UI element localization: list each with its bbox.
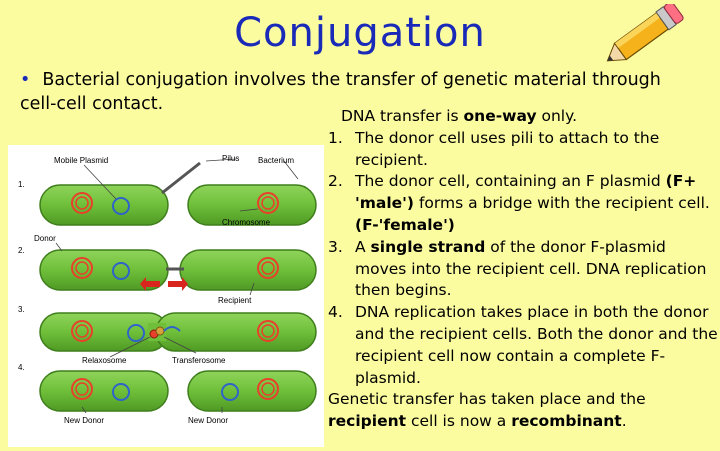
conjugation-figure [8,145,324,447]
row-number-1: 1. [18,180,25,189]
new-donor-cell-right [188,371,316,411]
label-donor: Donor [34,234,56,243]
slide-title: Conjugation [234,10,486,56]
steps-conclusion: Genetic transfer has taken place and the recipient cell is now a recombinant. [328,390,646,431]
donor-cell-1 [40,185,168,225]
step-4: 4. DNA replication takes place in both the donor and the recipient cells. Both the donor and the recipient cell now contain a complete F-plasmid. [328,303,718,387]
recipient-cell-2 [180,250,316,290]
label-new-donor-right: New Donor [188,416,229,425]
step-2: 2. The donor cell, containing an F plasmid (F+ 'male') forms a bridge with the recipient cell. (F-'female') [328,172,710,234]
label-pilus: Pilus [222,154,240,163]
row-number-4: 4. [18,363,25,372]
label-relaxosome: Relaxosome [82,356,127,365]
row-number-3: 3. [18,305,25,314]
step-1: 1. The donor cell uses pili to attach to the recipient. [328,128,660,169]
bullet-icon: • [20,70,31,90]
pilus-icon [162,163,200,193]
label-chromosome: Chromosome [222,218,271,227]
label-new-donor-left: New Donor [64,416,105,425]
label-mobile-plasmid: Mobile Plasmid [54,156,109,165]
row-number-2: 2. [18,246,25,255]
new-donor-cell-left [40,371,168,411]
intro-text: Bacterial conjugation involves the transfer of genetic material through cell-cell contact. [20,70,661,114]
steps-list [328,106,720,433]
label-recipient: Recipient [218,296,252,305]
label-transferosome: Transferosome [172,356,226,365]
pencil-icon [596,4,688,70]
label-bacterium: Bacterium [258,156,295,165]
step-3: 3. A single strand of the donor F-plasmid moves into the recipient cell. DNA replication then begins. [328,237,707,300]
conjugation-diagram [8,145,324,447]
steps-lead: DNA transfer is one-way only. [341,107,577,125]
transferosome-icon [156,327,164,335]
